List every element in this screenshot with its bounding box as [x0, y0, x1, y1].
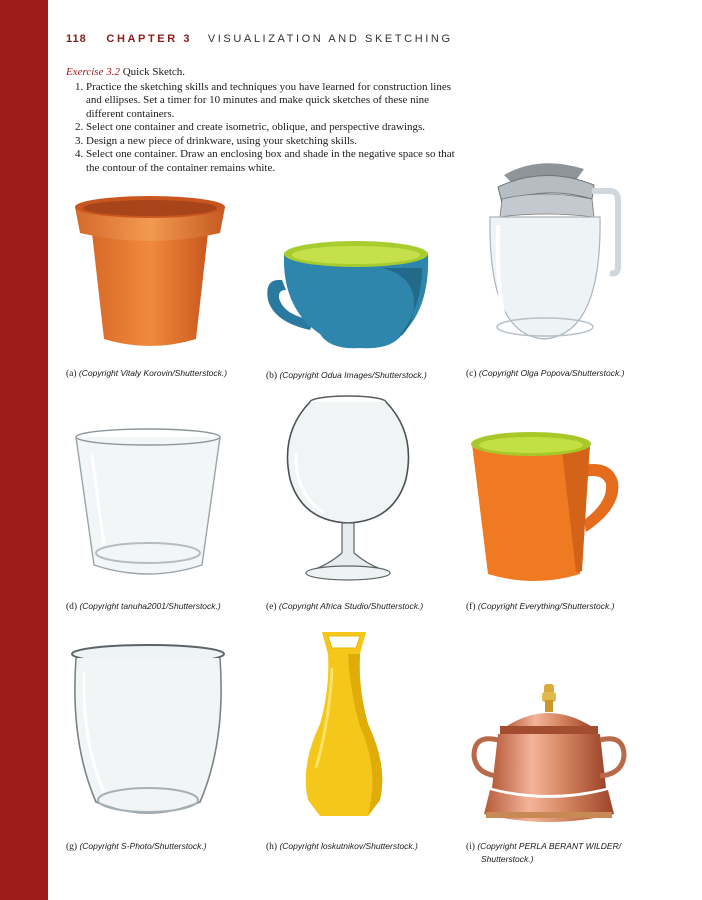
orange-mug-image	[466, 426, 628, 586]
exercise-item: 3. Design a new piece of drinkware, using your sketching skills.	[86, 135, 458, 149]
exercise-list	[66, 81, 458, 176]
chapter-label: CHAPTER 3	[106, 33, 193, 45]
figure-credit: (Copyright Odua Images/Shutterstock.)	[279, 370, 427, 380]
figure-caption-g	[66, 840, 207, 853]
figure-caption-a	[66, 367, 227, 380]
exercise-title: Quick Sketch.	[122, 66, 186, 78]
figure-caption-h	[266, 840, 418, 853]
running-header	[66, 33, 453, 45]
figure-letter: (c)	[466, 369, 477, 379]
exercise-heading	[66, 66, 458, 80]
figure-letter: (a)	[66, 369, 77, 379]
figure-caption-c	[466, 367, 624, 380]
figure-credit: (Copyright Olga Popova/Shutterstock.)	[478, 368, 625, 378]
figure-credit: (Copyright loskutnikov/Shutterstock.)	[279, 841, 418, 851]
exercise-item: 4. Select one container. Draw an enclosing box and shade in the negative space so that the contour of the container remains white.	[86, 148, 458, 175]
exercise-item: 2. Select one container and create isometric, oblique, and perspective drawings.	[86, 121, 458, 135]
figure-letter: (e)	[266, 602, 277, 612]
figure-caption-d	[66, 600, 221, 613]
figure-caption-i	[466, 840, 621, 866]
figure-caption-f	[466, 600, 614, 613]
figure-credit-continued: Shutterstock.)	[481, 854, 534, 864]
figure-letter: (b)	[266, 371, 278, 381]
figure-credit: (Copyright S-Photo/Shutterstock.)	[79, 841, 207, 851]
figure-letter: (h)	[266, 842, 278, 852]
glass-tumbler-image	[70, 425, 226, 585]
figure-credit: (Copyright Africa Studio/Shutterstock.)	[278, 601, 424, 611]
page-sidebar-band	[0, 0, 48, 900]
figure-caption-e	[266, 600, 423, 613]
glass-bowl-image	[68, 642, 228, 826]
figure-credit: (Copyright tanuha2001/Shutterstock.)	[79, 601, 221, 611]
brandy-snifter-image	[284, 393, 412, 585]
terracotta-pot-image	[70, 193, 230, 353]
chapter-title: VISUALIZATION AND SKETCHING	[207, 33, 453, 45]
blue-cup-image	[262, 238, 434, 356]
yellow-vase-image	[298, 628, 390, 822]
copper-bowl-image	[468, 684, 630, 826]
figure-letter: (d)	[66, 602, 78, 612]
exercise-label: Exercise 3.2	[66, 66, 120, 78]
figure-credit: (Copyright PERLA BERANT WILDER/	[477, 841, 622, 851]
figure-letter: (g)	[66, 842, 78, 852]
exercise-block	[66, 66, 458, 175]
figure-caption-b	[266, 369, 427, 382]
page-number: 118	[66, 33, 87, 45]
figure-letter: (f)	[466, 602, 476, 612]
figure-letter: (i)	[466, 842, 475, 852]
figure-credit: (Copyright Everything/Shutterstock.)	[477, 601, 615, 611]
figure-credit: (Copyright Vitaly Korovin/Shutterstock.)	[78, 368, 228, 378]
exercise-item: 1. Practice the sketching skills and techniques you have learned for construction lines and ellipses. Set a timer for 10 minutes and make quick sketches of these nine different containers.	[86, 81, 458, 122]
glass-dispenser-image	[484, 155, 622, 345]
